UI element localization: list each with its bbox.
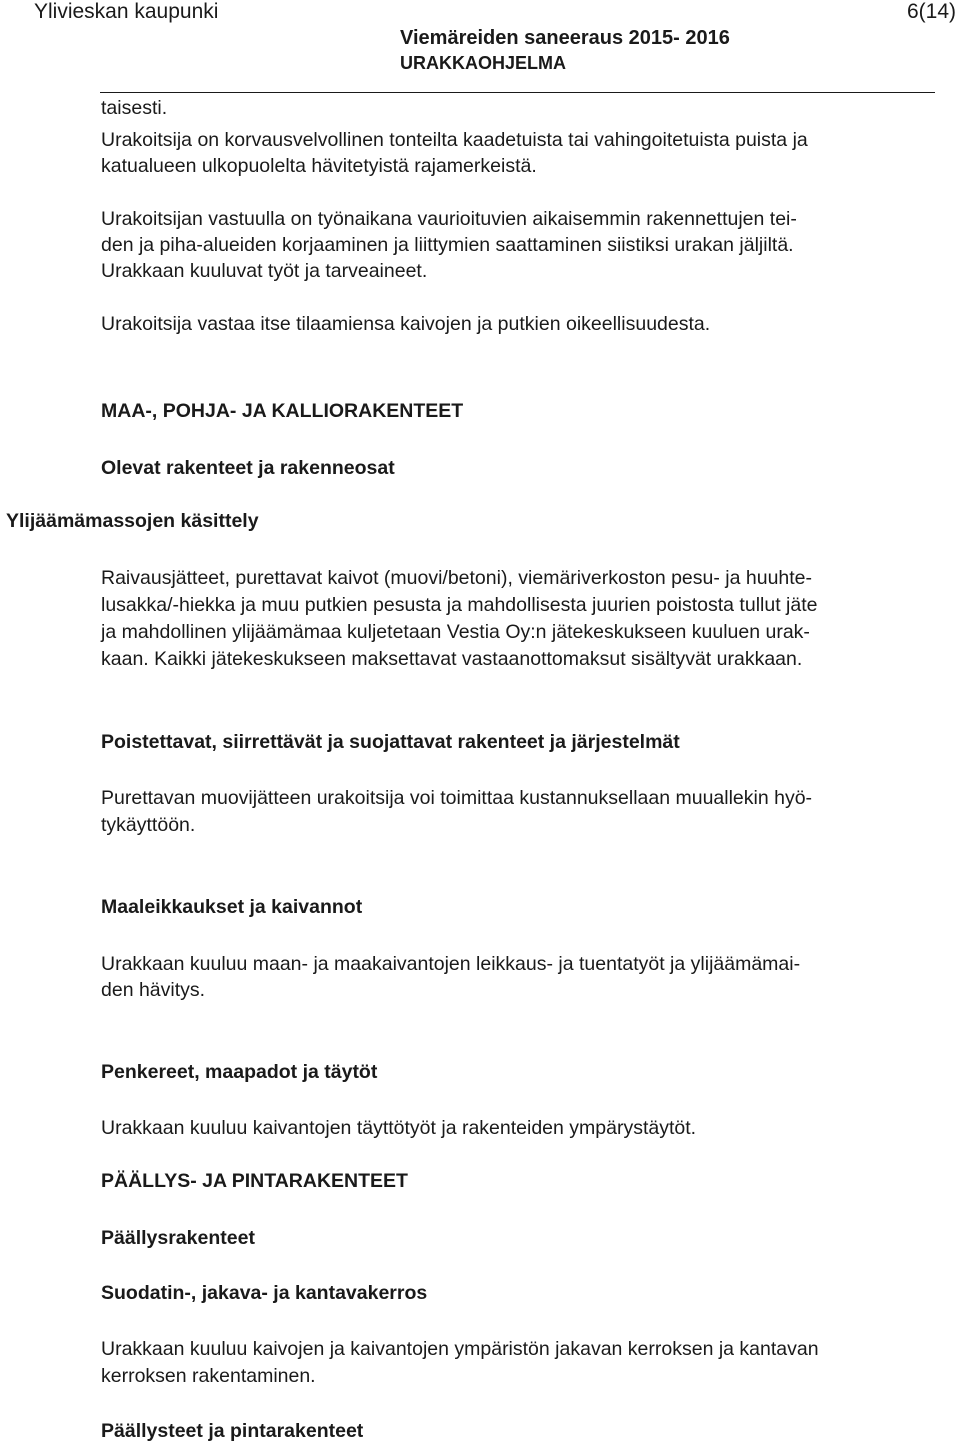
text-line: den hävitys. [101, 979, 206, 1001]
text-line: Purettavan muovijätteen urakoitsija voi toimittaa kustannuksellaan muuallekin hyö- [101, 787, 813, 809]
subsection-heading: Päällysrakenteet [101, 1227, 255, 1249]
text-line: tykäyttöön. [101, 814, 196, 836]
text-line: Raivausjätteet, purettavat kaivot (muovi/betoni), viemäriverkoston pesu- ja huuhte- [101, 567, 813, 589]
subsection-heading: Poistettavat, siirrettävät ja suojattavat rakenteet ja järjestelmät [101, 731, 680, 753]
text-line: kaan. Kaikki jätekeskukseen maksettavat vastaanottomaksut sisältyvät urakkaan. [101, 648, 803, 670]
subsection-heading: Olevat rakenteet ja rakenneosat [101, 457, 395, 479]
text-line: Urakkaan kuuluvat työt ja tarveaineet. [101, 260, 428, 282]
text-line: Urakoitsija on korvausvelvollinen tonteilta kaadetuista tai vahingoitetuista puista ja [101, 129, 808, 151]
subsection-heading: Maaleikkaukset ja kaivannot [101, 896, 363, 918]
text-line: ja mahdollinen ylijäämämaa kuljetetaan Vestia Oy:n jätekeskukseen kuuluen urak- [101, 621, 810, 643]
text-line: Urakoitsijan vastuulla on työnaikana vaurioituvien aikaisemmin rakennettujen tei- [101, 208, 797, 230]
section-heading: PÄÄLLYS- JA PINTARAKENTEET [101, 1170, 408, 1192]
header-divider [100, 92, 935, 93]
organization-name: Ylivieskan kaupunki [34, 0, 219, 23]
text-line: taisesti. [101, 97, 168, 119]
subsection-heading: Penkereet, maapadot ja täytöt [101, 1061, 378, 1083]
text-line: den ja piha-alueiden korjaaminen ja liittymien saattaminen siistiksi urakan jäljiltä. [101, 234, 794, 256]
text-line: Urakkaan kuuluu kaivantojen täyttötyöt ja rakenteiden ympärystäytöt. [101, 1117, 697, 1139]
text-line: kerroksen rakentaminen. [101, 1365, 316, 1387]
page-number: 6(14) [907, 0, 957, 23]
subsection-heading: Suodatin-, jakava- ja kantavakerros [101, 1282, 428, 1304]
document-title: Viemäreiden saneeraus 2015- 2016 [400, 27, 730, 49]
text-line: Urakkaan kuuluu maan- ja maakaivantojen leikkaus- ja tuentatyöt ja ylijäämämai- [101, 953, 801, 975]
text-line: Urakkaan kuuluu kaivojen ja kaivantojen ympäristön jakavan kerroksen ja kantavan [101, 1338, 819, 1360]
subsection-heading: Ylijäämämassojen käsittely [6, 510, 259, 532]
text-line: katualueen ulkopuolelta hävitetyistä rajamerkeistä. [101, 155, 537, 177]
text-line: Urakoitsija vastaa itse tilaamiensa kaivojen ja putkien oikeellisuudesta. [101, 313, 711, 335]
text-line: lusakka/-hiekka ja muu putkien pesusta ja mahdollisesta juurien poistosta tullut jäte [101, 594, 818, 616]
section-heading: MAA-, POHJA- JA KALLIORAKENTEET [101, 400, 464, 422]
subsection-heading: Päällysteet ja pintarakenteet [101, 1420, 364, 1442]
document-subtitle: URAKKAOHJELMA [400, 53, 566, 73]
